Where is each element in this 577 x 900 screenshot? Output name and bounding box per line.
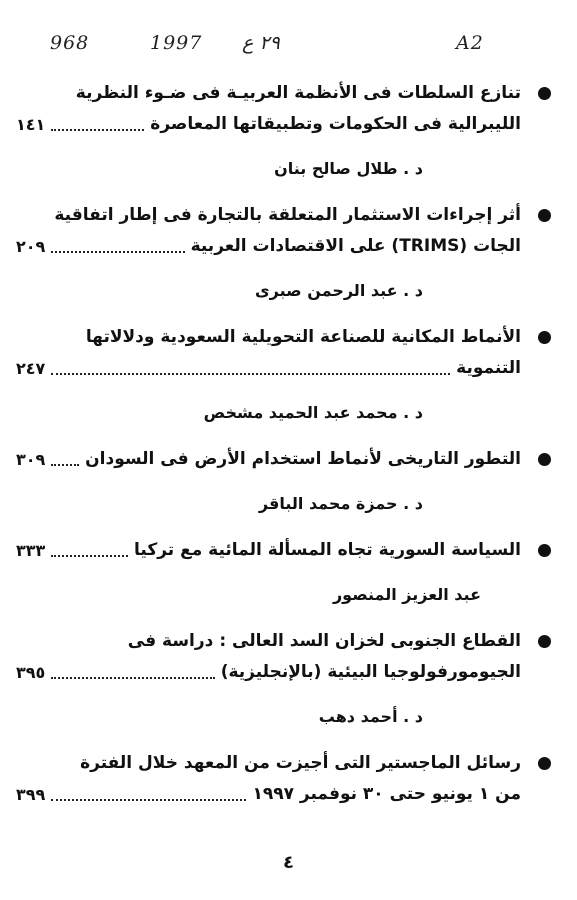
bullet-icon	[538, 635, 551, 648]
dot-leader	[51, 555, 128, 557]
entry-title-last-line: الجات (TRIMS) على الاقتصادات العربية	[190, 236, 521, 256]
toc-entry	[16, 78, 561, 184]
dot-leader	[51, 677, 214, 679]
entry-title-leader-line	[16, 109, 521, 140]
entry-title-line: القطاع الجنوبى لخزان السد العالى : دراسة فى	[127, 631, 521, 651]
table-of-contents	[16, 78, 561, 810]
entry-author: د . أحمد دهب	[318, 707, 423, 726]
entry-title-last-line: التنموية	[456, 358, 521, 378]
entry-title-line: رسائل الماجستير التى أجيزت من المعهد خلال الفترة	[80, 753, 521, 773]
bullet-icon	[538, 87, 551, 100]
dot-leader	[51, 464, 79, 466]
toc-entry	[16, 535, 561, 610]
entry-title-leader-line	[16, 779, 521, 810]
entry-author: د . محمد عبد الحميد مشخص	[203, 403, 423, 422]
entry-page-number: ٣٠٩	[16, 450, 46, 469]
entry-page-number: ٣٩٩	[16, 785, 46, 804]
toc-entry	[16, 626, 561, 732]
toc-entry	[16, 322, 561, 428]
bullet-icon	[538, 209, 551, 222]
handwritten-code: A2	[456, 32, 484, 54]
bullet-icon	[538, 453, 551, 466]
bullet-icon	[538, 544, 551, 557]
entry-page-number: ٢٤٧	[16, 359, 46, 378]
handwritten-year: 1997	[150, 32, 203, 54]
entry-title-line: الأنماط المكانية للصناعة التحويلية السعودية ودلالاتها	[85, 327, 521, 347]
entry-title-last-line: الجيومورفولوجيا البيئية (بالإنجليزية)	[220, 662, 521, 682]
toc-entry	[16, 200, 561, 306]
entry-title-line: تنازع السلطات فى الأنظمة العربيـة فى ضـوء النظرية	[75, 83, 521, 103]
toc-entry	[16, 444, 561, 519]
entry-title-line: أثر إجراءات الاستثمار المتعلقة بالتجارة فى إطار اتفاقية	[54, 205, 521, 225]
entry-title-leader-line	[16, 535, 521, 566]
dot-leader	[51, 373, 450, 375]
entry-author: د . طلال صالح بنان	[274, 159, 423, 178]
entry-title-leader-line	[16, 353, 521, 384]
entry-title-leader-line	[16, 657, 521, 688]
entry-author: د . حمزة محمد الباقر	[258, 494, 423, 513]
entry-title-last-line: الليبرالية فى الحكومات وتطبيقاتها المعاصرة	[150, 114, 521, 134]
entry-page-number: ٢٠٩	[16, 237, 46, 256]
entry-page-number: ٣٩٥	[16, 663, 46, 682]
dot-leader	[51, 251, 184, 253]
entry-title-leader-line	[16, 231, 521, 262]
toc-entry	[16, 748, 561, 810]
handwritten-issue: ٢٩ ع	[242, 32, 280, 54]
handwritten-number: 968	[50, 32, 90, 54]
bullet-icon	[538, 331, 551, 344]
entry-page-number: ١٤١	[16, 115, 46, 134]
bullet-icon	[538, 757, 551, 770]
entry-author: عبد العزيز المنصور	[332, 585, 481, 604]
entry-title-last-line: من ١ يونيو حتى ٣٠ نوفمبر ١٩٩٧	[252, 784, 521, 804]
dot-leader	[51, 799, 246, 801]
entry-author: د . عبد الرحمن صبرى	[255, 281, 423, 300]
entry-title-leader-line	[16, 444, 521, 475]
entry-title-last-line: التطور التاريخى لأنماط استخدام الأرض فى السودان	[85, 449, 521, 469]
entry-page-number: ٣٣٣	[16, 541, 46, 560]
entry-title-last-line: السياسة السورية تجاه المسألة المائية مع تركيا	[134, 540, 521, 560]
dot-leader	[51, 129, 144, 131]
page-number: ٤	[283, 852, 294, 873]
